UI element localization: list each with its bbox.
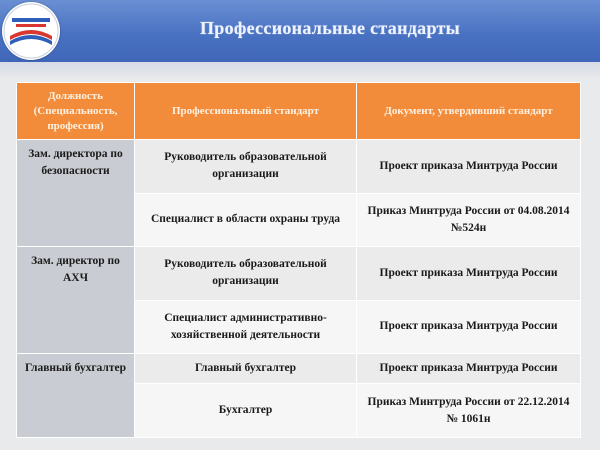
- header-standard: Профессиональный стандарт: [135, 83, 357, 140]
- header-position: Должность (Специальность, профессия): [17, 83, 135, 140]
- table-header-row: [17, 83, 581, 140]
- document-cell: Проект приказа Минтруда России: [357, 300, 581, 354]
- position-cell: Зам. директор по АХЧ: [17, 247, 135, 354]
- standard-cell: Специалист в области охраны труда: [135, 193, 357, 247]
- standard-cell: Руководитель образовательной организации: [135, 247, 357, 301]
- standard-cell: Специалист административно-хозяйственной деятельности: [135, 300, 357, 354]
- document-cell: Приказ Минтруда России от 04.08.2014 №524н: [357, 193, 581, 247]
- standard-cell: Руководитель образовательной организации: [135, 140, 357, 194]
- standard-cell: Главный бухгалтер: [135, 354, 357, 384]
- document-cell: Приказ Минтруда России от 22.12.2014 № 1061н: [357, 384, 581, 438]
- standard-cell: Бухгалтер: [135, 384, 357, 438]
- title-shadow-strip: [0, 62, 600, 80]
- position-cell: Главный бухгалтер: [17, 354, 135, 438]
- position-cell: Зам. директора по безопасности: [17, 140, 135, 247]
- document-cell: Проект приказа Минтруда России: [357, 247, 581, 301]
- header-document: Документ, утвердивший стандарт: [357, 83, 581, 140]
- standards-table: [16, 82, 581, 438]
- table-row: [17, 247, 581, 301]
- table-row: [17, 140, 581, 194]
- title-bar: [0, 0, 600, 62]
- school-logo-icon: [2, 2, 60, 60]
- document-cell: Проект приказа Минтруда России: [357, 140, 581, 194]
- slide-title: Профессиональные стандарты: [199, 18, 461, 38]
- table-row: [17, 354, 581, 384]
- document-cell: Проект приказа Минтруда России: [357, 354, 581, 384]
